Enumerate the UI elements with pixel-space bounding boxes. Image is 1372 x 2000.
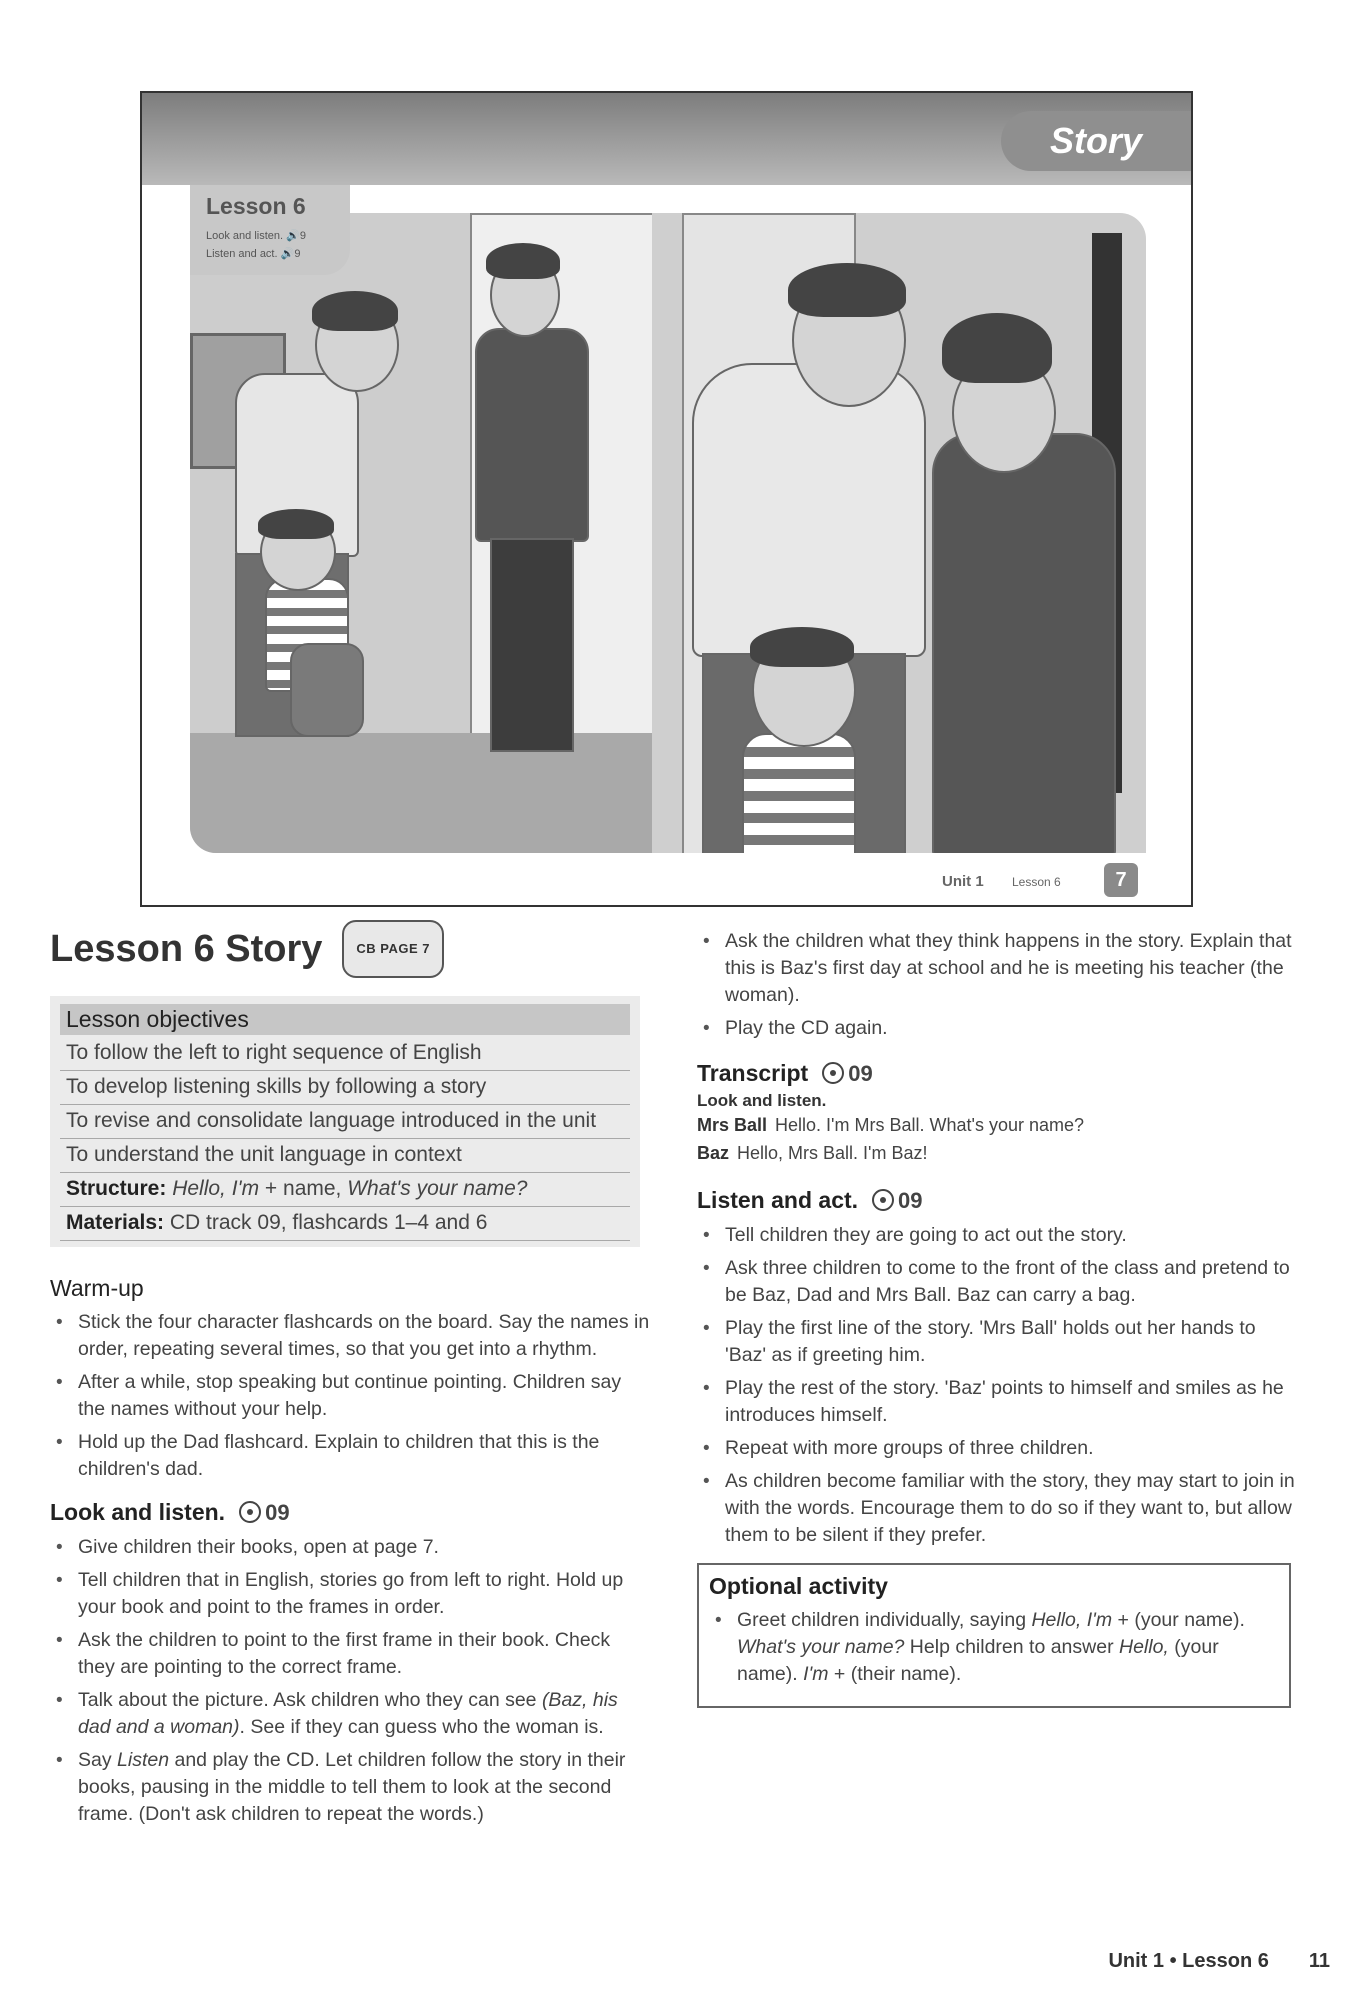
warmup-list [50, 1309, 650, 1483]
coursebook-instruction-2: Listen and act. 🔊9 [206, 248, 301, 260]
page-number: 11 [1308, 1950, 1330, 1972]
list-item: • Tell children they are going to act out the story. [697, 1222, 1297, 1249]
lesson-objectives-box [50, 996, 640, 1247]
list-item: • After a while, stop speaking but continue pointing. Children say the names without your help. [50, 1369, 650, 1423]
list-item: • Play the CD again. [697, 1015, 1297, 1042]
audio-icon: 🔊 [286, 230, 300, 242]
optional-activity-title: Optional activity [709, 1573, 888, 1599]
coursebook-instruction-1: Look and listen. 🔊9 [206, 230, 306, 242]
coursebook-footer-unit: Unit 1 [942, 873, 984, 890]
list-item: • Stick the four character flashcards on the board. Say the names in order, repeating several times, so that you get into a rhythm. [50, 1309, 650, 1363]
objective-item: To revise and consolidate language introduced in the unit [60, 1105, 630, 1139]
list-item: • Talk about the picture. Ask children who they can see (Baz, his dad and a woman). See if they can guess who the woman is. [50, 1687, 650, 1741]
cd-icon [239, 1501, 261, 1523]
objective-materials: Materials: CD track 09, flashcards 1–4 and 6 [60, 1207, 630, 1241]
objectives-title: Lesson objectives [60, 1004, 630, 1035]
objective-item: To understand the unit language in context [60, 1139, 630, 1173]
transcript-line: Mrs Ball Hello. I'm Mrs Ball. What's your name? [697, 1115, 1084, 1135]
optional-activity-list [709, 1607, 1279, 1688]
list-item: • Ask the children what they think happens in the story. Explain that this is Baz's first day at school and he is meeting his teacher (the woman). [697, 928, 1297, 1009]
right-top-list [697, 928, 1297, 1042]
listen-act-list [697, 1222, 1297, 1549]
list-item: • Greet children individually, saying Hello, I'm + (your name). What's your name? Help children to answer Hello, (your name). I'm + (their name). [709, 1607, 1279, 1688]
coursebook-page-image [140, 91, 1193, 907]
coursebook-lesson-title: Lesson 6 [206, 193, 306, 219]
objective-item: To develop listening skills by following a story [60, 1071, 630, 1105]
story-frame-1 [190, 213, 695, 853]
list-item: • Repeat with more groups of three children. [697, 1435, 1297, 1462]
objective-item: To follow the left to right sequence of English [60, 1037, 630, 1071]
optional-activity-box [697, 1563, 1291, 1708]
list-item: • Play the rest of the story. 'Baz' points to himself and smiles as he introduces himself. [697, 1375, 1297, 1429]
story-frame-2 [652, 213, 1146, 853]
look-listen-list [50, 1534, 650, 1828]
coursebook-lesson-box [190, 185, 350, 275]
list-item: • Say Listen and play the CD. Let children follow the story in their books, pausing in the middle to tell them to look at the second frame. (Don't ask children to repeat the words.) [50, 1747, 650, 1828]
coursebook-page-number: 7 [1104, 863, 1138, 897]
cd-icon [822, 1062, 844, 1084]
list-item: • As children become familiar with the story, they may start to join in with the words. Encourage them to do so if they want to, but allow them to be silent if they prefer. [697, 1468, 1297, 1549]
cd-icon [872, 1189, 894, 1211]
story-tag: Story [1001, 111, 1191, 171]
cb-page-badge: CB PAGE 7 [342, 920, 444, 978]
page-footer [1108, 1950, 1330, 1973]
right-column [697, 920, 1297, 1708]
list-item: • Ask three children to come to the front of the class and pretend to be Baz, Dad and Mrs Ball. Baz can carry a bag. [697, 1255, 1297, 1309]
coursebook-footer-lesson: Lesson 6 [1012, 875, 1061, 889]
list-item: • Play the first line of the story. 'Mrs Ball' holds out her hands to 'Baz' as if greeting him. [697, 1315, 1297, 1369]
lesson-heading [50, 920, 650, 978]
transcript-subtitle: Look and listen. [697, 1091, 827, 1110]
transcript-title: Transcript 09 [697, 1060, 873, 1086]
list-item: • Hold up the Dad flashcard. Explain to children that this is the children's dad. [50, 1429, 650, 1483]
transcript-line: Baz Hello, Mrs Ball. I'm Baz! [697, 1143, 928, 1163]
page-title: Lesson 6 Story [50, 928, 323, 970]
warmup-title: Warm-up [50, 1275, 144, 1301]
audio-icon: 🔊 [280, 248, 295, 260]
listen-act-title: Listen and act. 09 [697, 1187, 923, 1213]
left-column [50, 920, 650, 1834]
list-item: • Give children their books, open at page 7. [50, 1534, 650, 1561]
footer-unit-lesson: Unit 1 • Lesson 6 [1108, 1950, 1269, 1972]
list-item: • Ask the children to point to the first frame in their book. Check they are pointing to the correct frame. [50, 1627, 650, 1681]
look-listen-title: Look and listen. 09 [50, 1499, 290, 1525]
objective-structure: Structure: Hello, I'm + name, What's your name? [60, 1173, 630, 1207]
list-item: • Tell children that in English, stories go from left to right. Hold up your book and point to the frames in order. [50, 1567, 650, 1621]
